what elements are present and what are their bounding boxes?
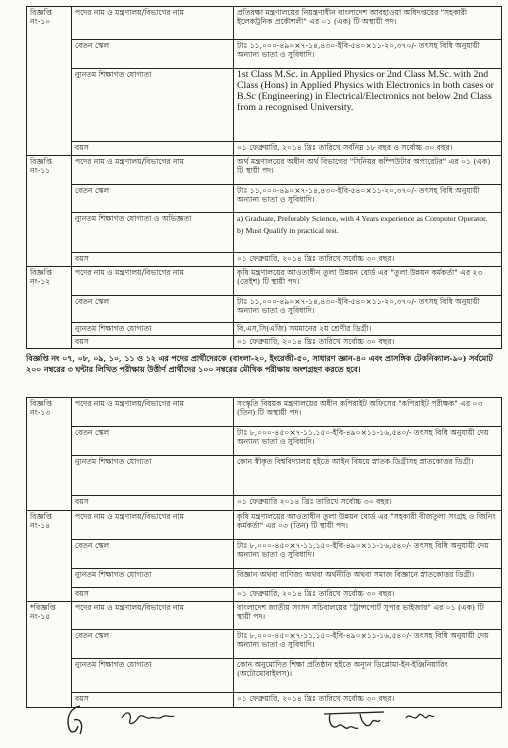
row-value: টাঃ ১১,০০০-৪৯০×৭-১৪,৪৩০-ইবি-৫৪০×১১-২০,৩৭০/- তৎসহ বিধি অনুযায়ী অন্যান্য ভাতা ও সুবিধাদি। [234,40,502,69]
table-row [27,156,502,185]
notice-number: বিজ্ঞপ্তি নং-১৩ [27,398,72,511]
row-value: 1st Class M.Sc. in Applied Physics or 2nd Class M.Sc. with 2nd Class (Hons) in Applied Physics with Electronics in both cases or B.Sc (Engineering) in Electrical/Electronics not below 2nd Class from a recognised University. [234,69,502,142]
row-value: কোন স্বীকৃত বিশ্ববিদ্যালয় হইতে আইন বিষয়ে স্নাতক ডিগ্রীসহ স্নাতকোত্তর ডিগ্রী। [234,456,502,496]
table-row [27,7,502,40]
table-row [27,185,502,213]
row-label: ন্যুনতম শিক্ষাগত যোগ্যতা [72,569,234,588]
row-value: টাঃ ৮,০০০-৪৫০×৭-১১,১৫০-ইবি-৪৯০×১১-১৬,৫৪০/- তৎসহ বিধি অনুযায়ী দেয় অন্যান্য ভাতা ও সুবিধাদি। [234,427,502,456]
table-row [27,336,502,349]
row-label: ন্যুনতম শিক্ষাগত যোগ্যতা [72,323,234,336]
table-row [27,456,502,496]
table-row [27,40,502,69]
row-value: প্রতিরক্ষা মন্ত্রণালয়ের নিয়ন্ত্রণাধীন বাংলাদেশ আবহাওয়া অধিদপ্তরের "সহকারী ইলেকট্রনিক প্রকৌশলী" এর ০১ (এক) টি অস্থায়ী পদ। [234,7,502,40]
row-label: বেতন স্কেল [72,427,234,456]
row-label: ন্যুনতম শিক্ষাগত যোগ্যতা ও অভিজ্ঞতা [72,213,234,253]
table-row [27,69,502,142]
table-row [27,630,502,659]
list-item: a) Graduate, Preferably Science, with 4 Years experience as Computer Operator. [237,214,488,223]
table-row [27,569,502,588]
row-label: ন্যুনতম শিক্ষাগত যোগ্যতা [72,69,234,142]
row-label: ন্যুনতম শিক্ষাগত যোগ্যতা [72,659,234,693]
notice-table-bottom [26,397,502,708]
row-label: বেতন স্কেল [72,40,234,69]
row-value: বি,এস,সি(এজি) সমমানের ২য় শ্রেণীর ডিগ্রী। [234,323,502,336]
row-value: বাংলাদেশ জাতীয় সংসদ সচিবালয়ের "ট্রান্সপোর্ট সুপার ভাইজার" এর ০১ (এক) টি স্থায়ী পদ। [234,602,502,630]
row-label: বয়স [72,336,234,349]
notice-number: *বিজ্ঞপ্তি নং-১৫ [27,602,72,708]
row-label: বেতন স্কেল [72,296,234,323]
handwritten-signature [118,700,178,740]
row-label: বয়স [72,142,234,156]
table-row [27,602,502,630]
row-label: পদের নাম ও মন্ত্রণালয়/বিভাগের নাম [72,156,234,185]
table-row [27,540,502,569]
row-value [234,213,502,253]
row-value: টাঃ ১১,০০০-৪৯০×৭-১৪,৪৩০-ইবি-৫৪০×১১-২০,৩৭০/- তৎসহ বিধি অনুযায়ী অন্যান্য ভাতা ও সুবিধাদি। [234,296,502,323]
row-label: বয়স [72,253,234,267]
row-value: অর্থ মন্ত্রণালয়ের অধীন অর্থ বিভাগের "সিনিয়র কম্পিউটার অপারেটর" এর ০১ (এক) টি স্থায়ী পদ। [234,156,502,185]
row-value: কোন অনুমোদিত শিক্ষা প্রতিষ্ঠান হইতে অন্যূন ডিপ্লোমা-ইন-ইঞ্জিনিয়ারিং (অটোমোবাইলস)। [234,659,502,693]
exam-paragraph: বিজ্ঞপ্তি নং ০৭, ০৮, ০৯, ১০, ১১ ও ১২ এর পদের প্রার্থীদেরকে (বাংলা-২০, ইংরেজী-৫০, সাধারণ জ্ঞান-৪০ এবং প্রাসঙ্গিক টেকনিক্যাল-৯০) সর্বমোট ২০০ নম্বরের ৩ ঘন্টার লিখিত পরীক্ষায় উত্তীর্ণ প্রার্থীদের ১০০ নম্বরের মৌখিক পরীক্ষায় অংশগ্রহণ করতে হবে। [26,354,493,374]
notice-table-top [26,6,502,349]
row-value: ০১ ফেব্রুয়ারি, ২০১৪ খ্রিঃ তারিখে সর্বোচ্চ ৩০ বছর। [234,253,502,267]
table-row [27,253,502,267]
row-label: পদের নাম ও মন্ত্রণালয়/বিভাগের নাম [72,511,234,540]
row-value: কৃষি মন্ত্রণালয়ের আওতাধীন তুলা উন্নয়ন বোর্ড এর "তুলা উন্নয়ন কর্মকর্তা" এর ২৩ (তেইশ) টি স্থায়ী পদ। [234,267,502,296]
row-label: ন্যুনতম শিক্ষাগত যোগ্যতা [72,456,234,496]
row-value: ০১ ফেব্রুয়ারি, ২০১৪ খ্রিঃ তারিখে সর্বনিম্ন ১৮ বছর ও সর্বোচ্চ ৩০ বছর। [234,142,502,156]
row-value: ০১ ফেব্রুয়ারি, ২০১৪ খ্রিঃ তারিখে সর্বোচ্চ ৩০ বছর। [234,336,502,349]
table-row [27,296,502,323]
table-row [27,267,502,296]
row-label: বেতন স্কেল [72,630,234,659]
table-row [27,323,502,336]
row-value: টাঃ ১১,০০০-৪৯০×৭-১৪,৪৩০-ইবি-৫৪০×১১-২০,৩৭০/- তৎসহ বিধি অনুযায়ী অন্যান্য ভাতা ও সুবিধাদি। [234,185,502,213]
table-row [27,398,502,427]
row-label: পদের নাম ও মন্ত্রণালয়/বিভাগের নাম [72,602,234,630]
row-value: ০১ ফেব্রুয়ারি, ২০১৪ খ্রিঃ তারিখে সর্বোচ্চ ৩০ বছর। [234,693,502,708]
row-label: পদের নাম ও মন্ত্রণালয়/বিভাগের নাম [72,267,234,296]
handwritten-signature [318,700,390,740]
row-value: কৃষি মন্ত্রণালয়ের আওতাধীন তুলা উন্নয়ন বোর্ড এর "সহকারী বীজতুলা সংগ্রহ ও জিনিং কর্মকর্তা" এর ০৩ (তিন) টি স্থায়ী পদ। [234,511,502,540]
row-label: বেতন স্কেল [72,185,234,213]
table-row [27,427,502,456]
table-row [27,213,502,253]
row-label: বয়স [72,693,234,708]
row-label: পদের নাম ও মন্ত্রণালয়/বিভাগের নাম [72,7,234,40]
handwritten-signature [60,700,90,740]
table-row [27,142,502,156]
table-row [27,511,502,540]
table-row [27,588,502,602]
table-row [27,496,502,511]
row-label: বয়স [72,496,234,511]
notice-number: বিজ্ঞপ্তি নং-১৪ [27,511,72,602]
handwritten-signature [402,700,438,740]
table-row [27,659,502,693]
notice-number: বিজ্ঞপ্তি নং-১২ [27,267,72,349]
notice-number: বিজ্ঞপ্তি নং-১১ [27,156,72,267]
row-label: বয়স [72,588,234,602]
row-label: বেতন স্কেল [72,540,234,569]
list-item: b) Must Qualify in practical test. [237,225,339,235]
row-value: সংস্কৃতি বিষয়ক মন্ত্রণালয়ের অধীন কপিরাইট অফিসের "কপিরাইট পরীক্ষক" এর ০৩ (তিন) টি অস্থায়ী পদ। [234,398,502,427]
row-value: বিজ্ঞান অথবা বাণিজ্য অথবা অর্থনীতি অথবা সমাজ বিজ্ঞানে স্নাতকোত্তর ডিগ্রী। [234,569,502,588]
notice-number: বিজ্ঞপ্তি নং-১০ [27,7,72,156]
row-value: টাঃ ৮,০০০-৪৫০×৭-১১,১৫০-ইবি-৪৯০×১১-১৬,৫৪০/- তৎসহ বিধি অনুযায়ী দেয় অন্যান্য ভাতা ও সুবিধাদি। [234,540,502,569]
row-value: ০১ ফেব্রুয়ারি ২০১৪ খ্রিঃ তারিখে সর্বোচ্চ ৩০ বছর। [234,496,502,511]
row-label: পদের নাম ও মন্ত্রণালয়/বিভাগের নাম [72,398,234,427]
row-value: টাঃ ৮,০০০-৪৫০×৭-১১,১৫০-ইবি-৪৯০×১১-১৬,৫৪০/- তৎসহ বিধি অনুযায়ী দেয় অন্যান্য ভাতা ও সুবিধাদি। [234,630,502,659]
row-value: ০১ ফেব্রুয়ারি, ২০১৪ খ্রিঃ তারিখে সর্বোচ্চ ৩০ বছর। [234,588,502,602]
